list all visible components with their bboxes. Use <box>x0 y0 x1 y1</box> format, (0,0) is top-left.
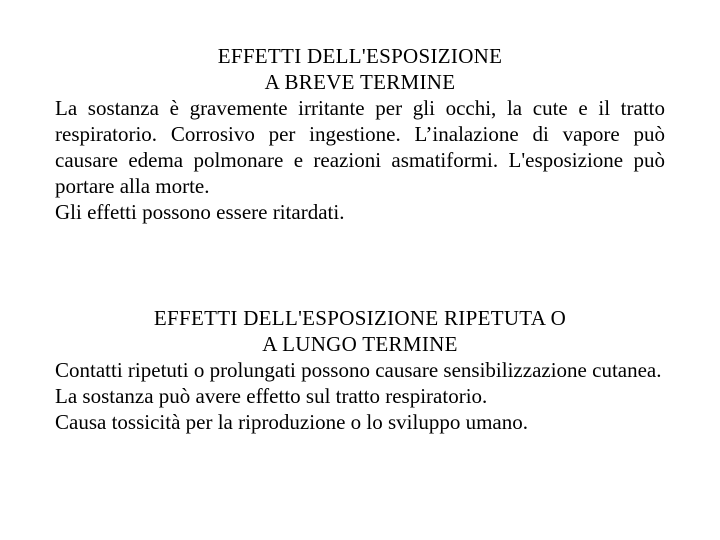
long-term-reproduction-text: Causa tossicità per la riproduzione o lo sviluppo umano. <box>55 410 528 434</box>
short-term-heading <box>55 43 665 95</box>
short-term-paragraph: La sostanza è gravemente irritante per gli occhi, la cute e il tratto respiratorio. Corrosivo per ingestione. L’inalazione di vapore può causare edema polmonare e reazioni asmatiformi. L'esposizione può portare alla morte. <box>55 96 665 198</box>
short-term-heading-line1: EFFETTI DELL'ESPOSIZIONE <box>217 44 503 68</box>
long-term-heading-line1: EFFETTI DELL'ESPOSIZIONE RIPETUTA O <box>153 306 567 330</box>
long-term-heading-line2: A LUNGO TERMINE <box>262 332 458 356</box>
short-term-delayed-note: Gli effetti possono essere ritardati. <box>55 200 345 224</box>
long-term-respiratory-text: La sostanza può avere effetto sul tratto respiratorio. <box>55 384 488 408</box>
long-term-heading <box>55 305 665 357</box>
long-term-effects-section <box>55 305 665 435</box>
short-term-heading-line2: A BREVE TERMINE <box>264 70 456 94</box>
long-term-sensitization-text: Contatti ripetuti o prolungati possono causare sensibilizzazione cutanea. <box>55 358 662 382</box>
short-term-effects-section <box>55 43 665 225</box>
